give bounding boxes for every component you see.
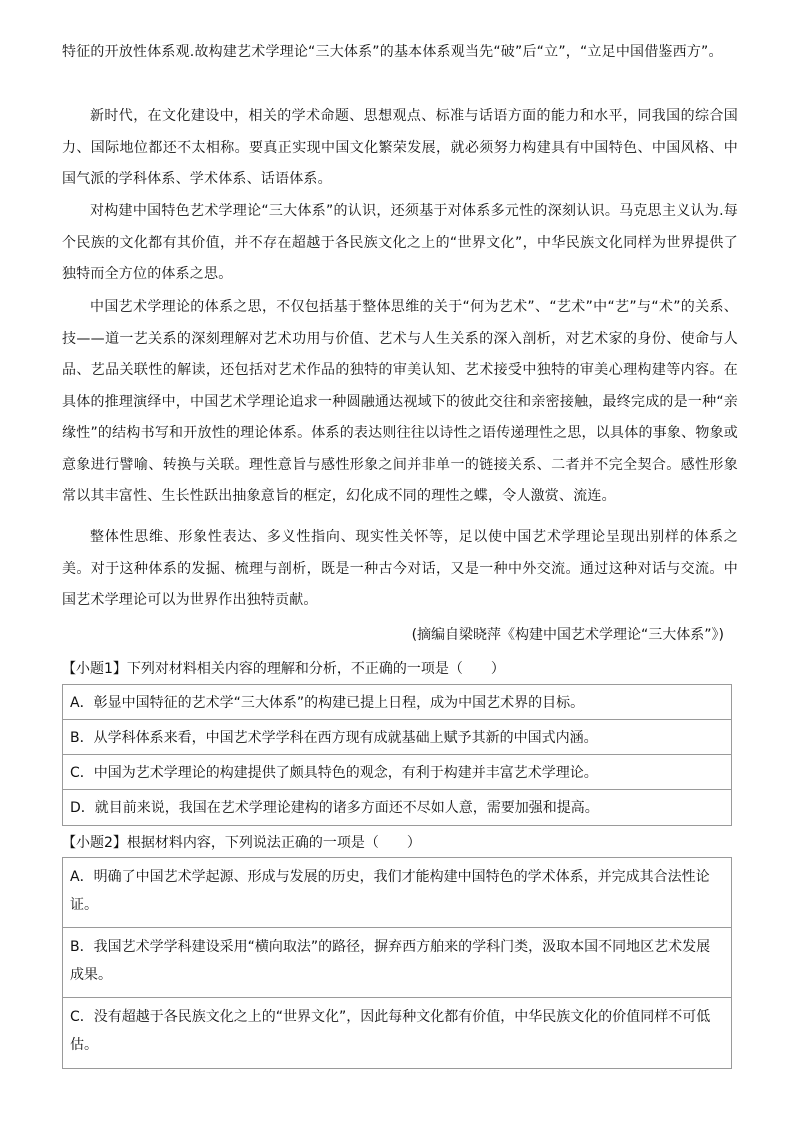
paragraph-3: 中国艺术学理论的体系之思，不仅包括基于整体思维的关于“何为艺术”、“艺术”中“艺”与“术”的关系、技——道一艺关系的深刻理解对艺术功用与价值、艺术与人生关系的深入剖析，对艺术家的身份、使命与人品、艺品关联性的解读，还包括对艺术作品的独特的审美认知、艺术接受中独特的审美心理构建等内容。在具体的推理演绎中，中国艺术学理论追求一种圆融通达视域下的彼此交往和亲密接触，最终完成的是一种“亲缘性”的结构书写和开放性的理论体系。体系的表达则往往以诗性之语传递理性之思，以具体的事象、物象或意象进行譬喻、转换与关联。理性意旨与感性形象之间并非单一的链接关系、二者并不完全契合。感性形象常以其丰富性、生长性跃出抽象意旨的框定，幻化成不同的理性之蝶，令人激赏、流连。 [62,299,738,504]
paragraph-1: 新时代，在文化建设中，相关的学术命题、思想观点、标准与话语方面的能力和水平，同我国的综合国力、国际地位都还不太相称。要真正实现中国文化繁荣发展，就必须努力构建具有中国特色、中国风格、中国气派的学科体系、学术体系、话语体系。 [62,108,738,187]
question-2-option-a[interactable]: A．明确了中国艺术学起源、形成与发展的历史，我们才能构建中国特色的学术体系，并完成其合法性论证。 [63,858,731,928]
question-1-stem: 【小题1】下列对材料相关内容的理解和分析，不正确的一项是（ ） [62,661,505,677]
source-citation: (摘编自梁晓萍《构建中国艺术学理论“三大体系”》) [411,627,724,643]
paragraph-2: 对构建中国特色艺术学理论“三大体系”的认识，还须基于对体系多元性的深刻认识。马克思主义认为.每个民族的文化都有其价值，并不存在超越于各民族文化之上的“世界文化”，中华民族文化同样为世界提供了独特而全方位的体系之思。 [62,203,738,282]
question-1-option-c[interactable]: C．中国为艺术学理论的构建提供了颇具特色的观念，有利于构建并丰富艺术学理论。 [63,755,731,790]
question-1-option-d[interactable]: D．就目前来说，我国在艺术学理论建构的诸多方面还不尽如人意，需要加强和提高。 [70,800,599,816]
question-2-option-c[interactable]: C．没有超越于各民族文化之上的“世界文化”，因此每种文化都有价值，中华民族文化的价值同样不可低估。 [70,1009,711,1053]
paragraph-4: 整体性思维、形象性表达、多义性指向、现实性关怀等，足以使中国艺术学理论呈现出别样的体系之美。对于这种体系的发掘、梳理与剖析，既是一种古今对话，又是一种中外交流。通过这种对话与交流。中国艺术学理论可以为世界作出独特贡献。 [62,529,738,608]
question-1-options [62,684,732,826]
question-2-stem: 【小题2】根据材料内容，下列说法正确的一项是（ ） [62,835,421,851]
question-2-option-b[interactable]: B．我国艺术学学科建设采用“横向取法”的路径，摒弃西方舶来的学科门类，汲取本国不同地区艺术发展成果。 [63,928,731,998]
question-1-option-a[interactable]: A．彰显中国特征的艺术学“三大体系”的构建已提上日程，成为中国艺术界的目标。 [63,685,731,720]
paragraph-0: 特征的开放性体系观.故构建艺术学理论“三大体系”的基本体系观当先“破”后“立”，“立足中国借鉴西方”。 [62,44,723,60]
question-2-options [62,857,732,1069]
question-1-option-b[interactable]: B．从学科体系来看，中国艺术学学科在西方现有成就基础上赋予其新的中国式内涵。 [63,720,731,755]
